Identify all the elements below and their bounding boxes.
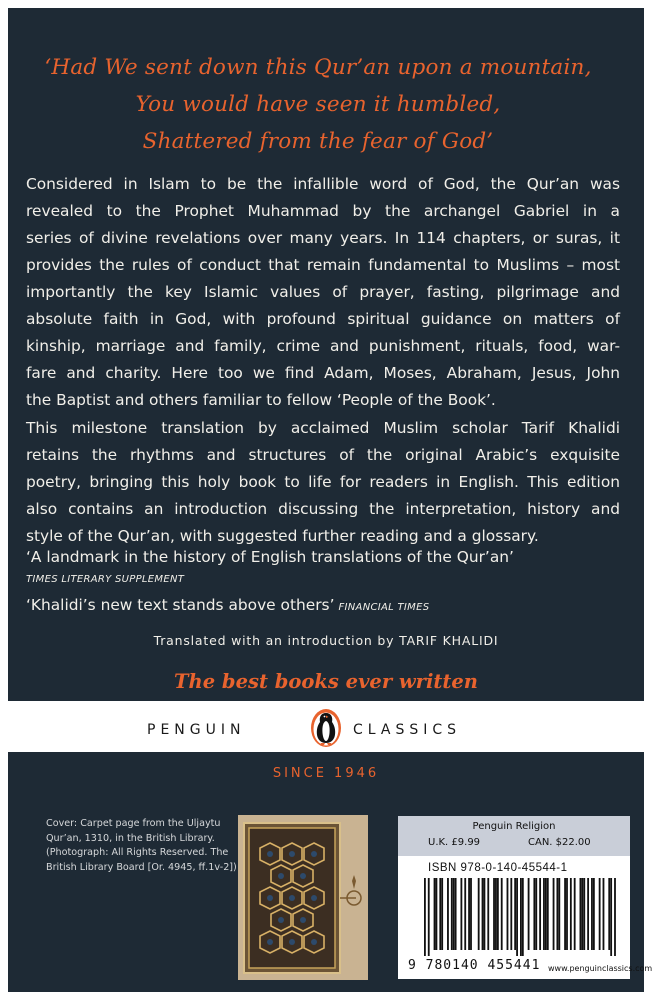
barcode-bar [558,878,560,950]
barcode-bar [439,878,441,950]
barcode-bar [434,878,436,950]
barcode-bar [507,878,509,950]
barcode-bar [501,878,503,950]
quote-line-3: Shattered from the fear of God’ [142,129,494,154]
price-can: CAN. $22.00 [528,837,591,848]
barcode-bar [545,878,547,950]
barcode-bar [520,878,522,956]
price-panel [398,816,630,856]
description-line: fare and charity. Here too we find Adam, Moses, Abraham, Jesus, John [26,364,620,382]
barcode-bar [603,878,605,950]
barcode-bar [436,878,438,950]
barcode-bar [428,878,430,956]
review-quote-2 [26,596,429,614]
description-line: This milestone translation by acclaimed Muslim scholar Tarif Khalidi [26,419,620,437]
barcode-bar [614,878,616,956]
barcode-bar [599,878,601,950]
review-text-2: ‘Khalidi’s new text stands above others’ [26,596,335,614]
barcode-bar [591,878,593,950]
barcode-bar [564,878,566,950]
barcode-bar [482,878,484,950]
barcode-bar [460,878,462,950]
barcode-bar [547,878,549,950]
barcode-bar [593,878,595,950]
barcode-bar [610,878,612,956]
description-line: Considered in Islam to be the infallible word of God, the Qur’an was [26,175,620,193]
barcode-bar [447,878,449,950]
since-year: SINCE 1946 [272,766,380,781]
description-line: importantly the key Islamic values of prayer, fasting, pilgrimage and [26,283,620,301]
barcode-bar [553,878,555,950]
barcode-bar [566,878,568,950]
barcode-bar [533,878,535,950]
quote-line-1: ‘Had We sent down this Qur’an upon a mountain, [44,55,592,80]
description-line: retains the rhythms and structures of the original Arabic’s exquisite [26,446,620,464]
description-paragraph-2 [26,415,620,550]
barcode-label [398,816,652,979]
barcode-bar [528,878,530,950]
barcode-bar [441,878,443,950]
barcode-bar [522,878,524,956]
brand-classics: CLASSICS [353,722,462,738]
price-uk: U.K. £9.99 [428,837,481,848]
barcode-number: 9 780140 455441 [408,958,541,973]
description-line: poetry, bringing this holy book to life for readers in English. This edition [26,473,620,491]
barcode-bar [478,878,480,950]
barcode-bar [468,878,470,950]
barcode-bar [497,878,499,950]
barcode-bar [556,878,558,950]
quote-line-2: You would have seen it humbled, [135,92,501,117]
barcode-bars [424,878,616,956]
description-paragraph-1 [26,171,620,414]
carpet-page-thumbnail [238,815,368,980]
barcode-bar [464,878,466,950]
barcode-bar [424,878,426,956]
barcode-bar [581,878,583,950]
barcode-bar [543,878,545,950]
barcode-bar [484,878,486,950]
barcode-bar [535,878,537,950]
barcode-bar [451,878,453,950]
barcode-bar [495,878,497,950]
translator-credit: Translated with an introduction by TARIF KHALIDI [153,633,499,648]
description-line: revealed to the Prophet Muhammad by the archangel Gabriel in a [26,202,620,220]
barcode-bar [455,878,457,950]
cover-credit-text: Cover: Carpet page from the Uljaytu Qur’an, 1310, in the British Library. (Photograph: All Rights Reserved. The British Library Board [Or. 4945, ff.1v-2]) [46,818,237,873]
review-source-2: FINANCIAL TIMES [338,602,430,613]
barcode-bar [493,878,495,950]
price-category: Penguin Religion [472,821,556,832]
barcode-bar [487,878,489,950]
barcode-bar [516,878,518,956]
isbn-text: ISBN 978-0-140-45544-1 [428,862,568,874]
barcode-bar [583,878,585,950]
review-quote-1: ‘A landmark in the history of English translations of the Qur’an’ [26,548,514,566]
brand-penguin: PENGUIN [147,722,246,738]
barcode-bar [453,878,455,950]
barcode-bar [470,878,472,950]
description-line: kinship, marriage and family, crime and punishment, rituals, food, war- [26,337,620,355]
barcode-bar [574,878,576,950]
barcode-bar [608,878,610,950]
website-url: www.penguinclassics.com [548,964,652,973]
barcode-bar [580,878,582,950]
description-line: provides the rules of conduct that remain fundamental to Muslims – most [26,256,620,274]
barcode-bar [514,878,516,950]
publisher-band [0,704,652,750]
description-line: the Baptist and others familiar to fellow ‘People of the Book’. [26,391,496,409]
barcode-bar [570,878,572,950]
barcode-bar [587,878,589,950]
barcode-bar [510,878,512,950]
description-line: also contains an introduction discussing the interpretation, history and [26,500,620,518]
description-line: series of divine revelations over many years. In 114 chapters, or suras, it [26,229,620,247]
series-tagline: The best books ever written [174,670,478,693]
description-line: style of the Qur’an, with suggested further reading and a glossary. [26,527,539,545]
review-source-1: TIMES LITERARY SUPPLEMENT [26,574,185,585]
description-line: absolute faith in God, with profound spiritual guidance on matters of [26,310,620,328]
penguin-logo-icon [309,708,343,748]
barcode-bar [539,878,541,950]
